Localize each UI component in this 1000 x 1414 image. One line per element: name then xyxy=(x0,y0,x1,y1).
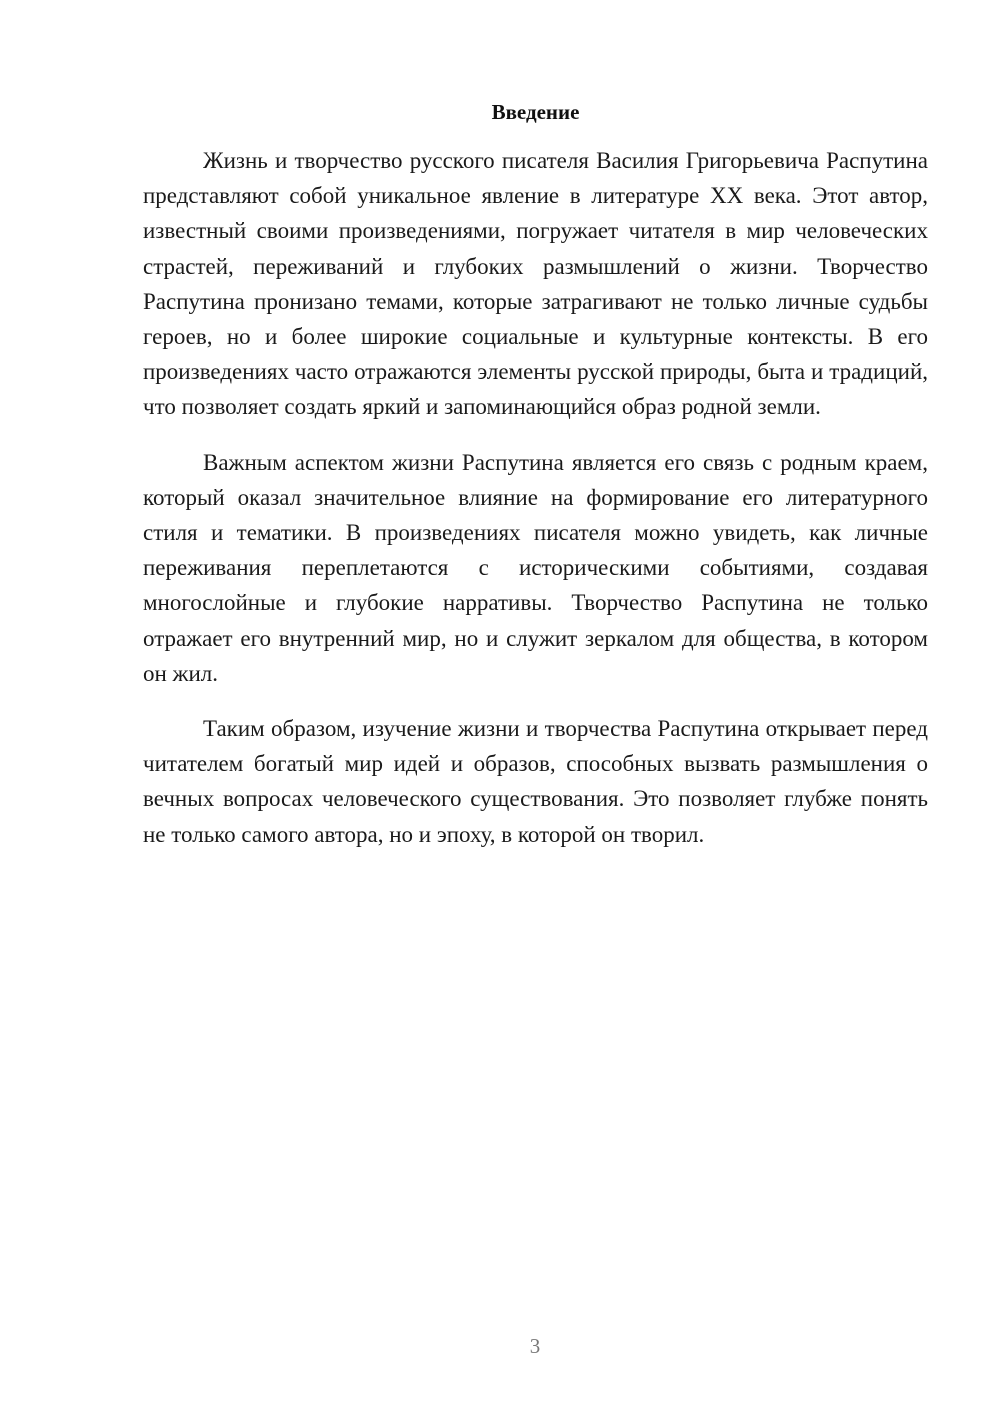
paragraph: Важным аспектом жизни Распутина является его связь с родным краем, который оказал значительное влияние на формирование его литературного стиля и тематики. В произведениях писателя можно увидеть, как личные переживания переплетаются с историческими событиями, создавая многослойные и глубокие нарративы. Творчество Распутина не только отражает его внутренний мир, но и служит зеркалом для общества, в котором он жил. xyxy=(143,449,928,686)
body-text xyxy=(143,143,928,852)
paragraph: Жизнь и творчество русского писателя Василия Григорьевича Распутина представляют собой уникальное явление в литературе XX века. Этот автор, известный своими произведениями, погружает читателя в мир человеческих страстей, переживаний и глубоких размышлений о жизни. Творчество Распутина пронизано темами, которые затрагивают не только личные судьбы героев, но и более широкие социальные и культурные контексты. В его произведениях часто отражаются элементы русской природы, быта и традиций, что позволяет создать яркий и запоминающийся образ родной земли. xyxy=(143,148,928,420)
paragraph: Таким образом, изучение жизни и творчества Распутина открывает перед читателем богатый мир идей и образов, способных вызвать размышления о вечных вопросах человеческого существования. Это позволяет глубже понять не только самого автора, но и эпоху, в которой он творил. xyxy=(143,716,928,847)
page-number: 3 xyxy=(529,1334,541,1358)
section-heading: Введение xyxy=(491,100,580,124)
